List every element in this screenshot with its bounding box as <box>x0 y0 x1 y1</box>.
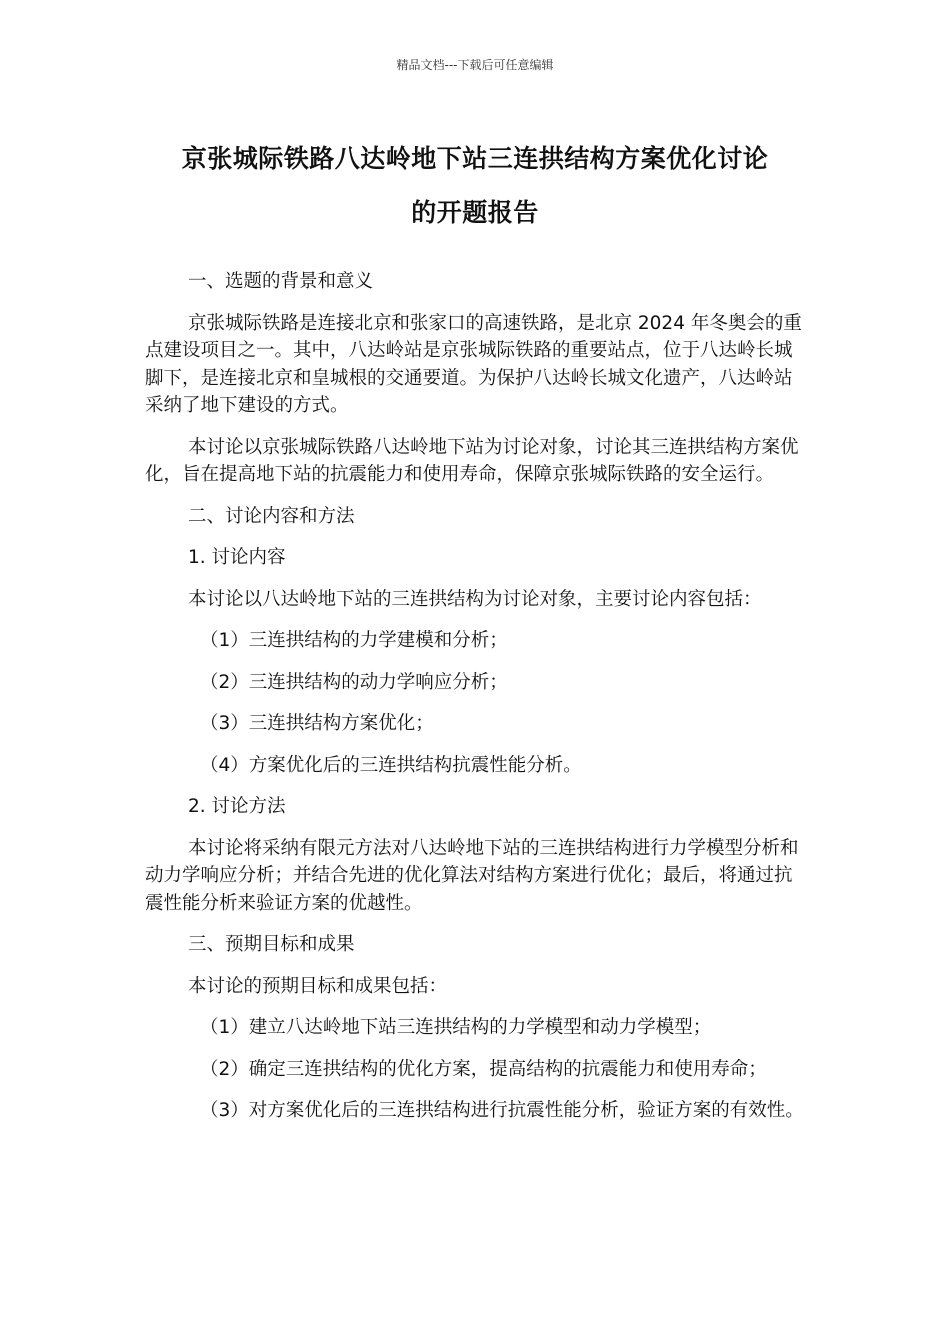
section-heading: 三、预期目标和成果 <box>188 934 355 955</box>
section-heading: 一、选题的背景和意义 <box>188 271 374 292</box>
list-item: （2）三连拱结构的动力学响应分析； <box>200 671 508 693</box>
section-heading: 二、讨论内容和方法 <box>188 505 355 527</box>
list-item: （1）建立八达岭地下站三连拱结构的力学模型和动力学模型； <box>200 1017 712 1038</box>
list-item: （3）对方案优化后的三连拱结构进行抗震性能分析，验证方案的有效性。 <box>200 1100 804 1121</box>
page-header: 精品文档---下载后可任意编辑 <box>396 58 554 72</box>
list-item: （2）确定三连拱结构的优化方案，提高结构的抗震能力和使用寿命； <box>200 1058 767 1080</box>
paragraph: 本讨论以京张城际铁路八达岭地下站为讨论对象，讨论其三连拱结构方案优化，旨在提高地下站的抗震能力和使用寿命，保障京张城际铁路的安全运行。 <box>145 436 799 485</box>
list-item: （3）三连拱结构方案优化； <box>200 713 434 734</box>
document-body <box>145 268 810 1139</box>
paragraph: 本讨论将采纳有限元方法对八达岭地下站的三连拱结构进行力学模型分析和动力学响应分析；并结合先进的优化算法对结构方案进行优化；最后，将通过抗震性能分析来验证方案的优越性。 <box>145 837 799 914</box>
paragraph: 本讨论的预期目标和成果包括： <box>188 975 448 997</box>
list-item: （4）方案优化后的三连拱结构抗震性能分析。 <box>200 754 582 776</box>
document-title <box>130 132 820 240</box>
paragraph: 京张城际铁路是连接北京和张家口的高速铁路，是北京 2024 年冬奥会的重点建设项目之一。其中，八达岭站是京张城际铁路的重要站点，位于八达岭长城脚下，是连接北京和皇城根的交通要道。为保护八达岭长城文化遗产，八达岭站采纳了地下建设的方式。 <box>145 312 802 416</box>
subsection-heading: 2. 讨论方法 <box>188 796 286 817</box>
subsection-heading: 1. 讨论内容 <box>188 547 286 568</box>
list-item: （1）三连拱结构的力学建模和分析； <box>200 630 508 651</box>
title-line-1: 京张城际铁路八达岭地下站三连拱结构方案优化讨论 <box>181 144 769 173</box>
paragraph: 本讨论以八达岭地下站的三连拱结构为讨论对象，主要讨论内容包括： <box>188 588 762 610</box>
title-line-2: 的开题报告 <box>411 198 539 227</box>
